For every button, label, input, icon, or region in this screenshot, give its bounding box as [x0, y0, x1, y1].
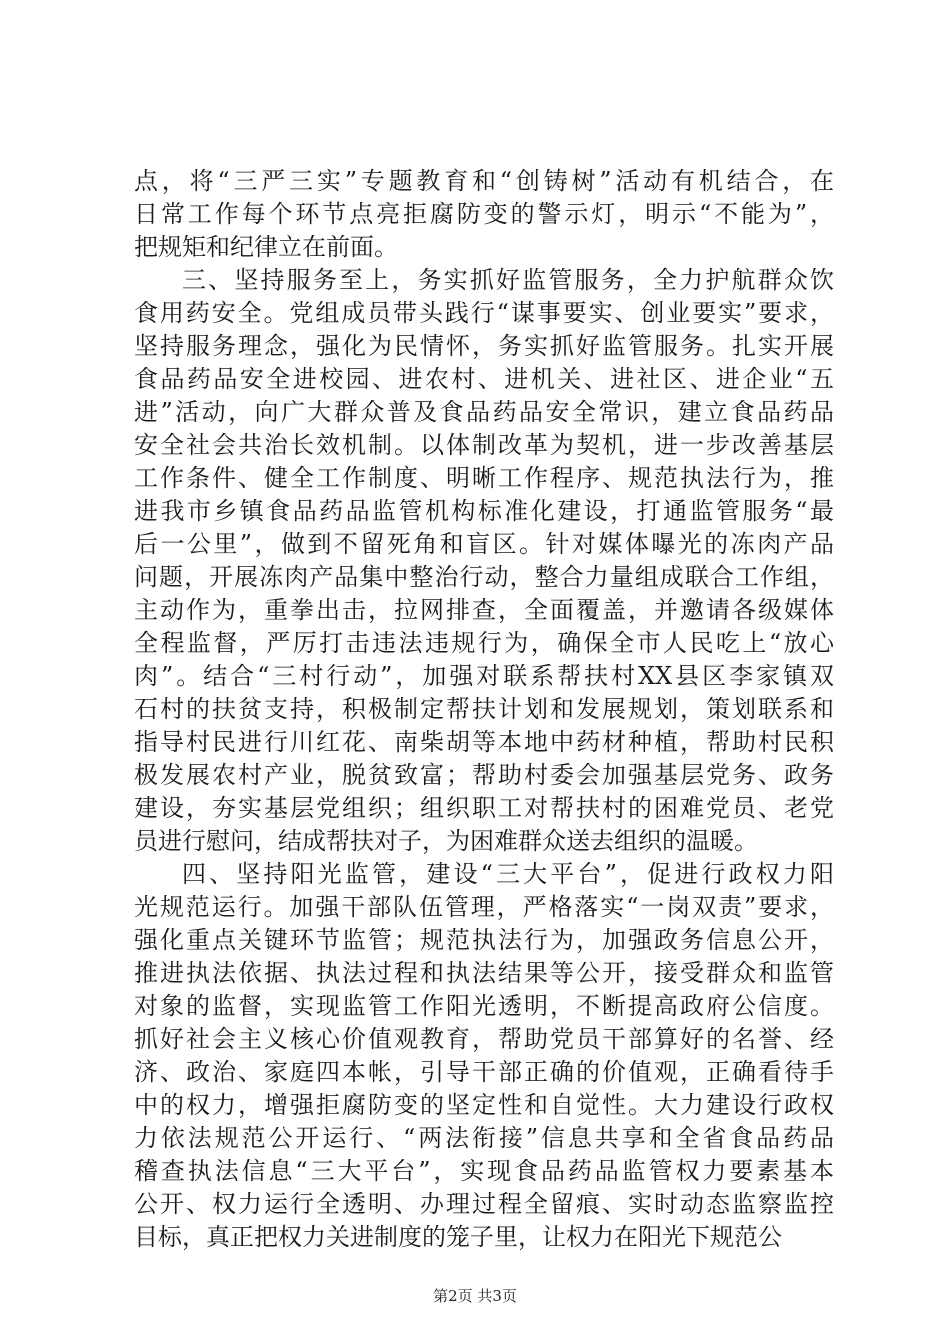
- text-line: 光规范运行。加强干部队伍管理，严格落实“一岗双责”要求，: [134, 893, 834, 921]
- text-line: 安全社会共治长效机制。以体制改革为契机，进一步改善基层: [134, 431, 834, 459]
- text-line: 公开、权力运行全透明、办理过程全留痕、实时动态监察监控: [134, 1190, 834, 1218]
- text-line: 工作条件、健全工作制度、明晰工作程序、规范执法行为，推: [134, 464, 834, 492]
- text-line: 石村的扶贫支持，积极制定帮扶计划和发展规划，策划联系和: [134, 695, 834, 723]
- page-number: 第2页 共3页: [433, 1287, 517, 1305]
- text-line: 问题，开展冻肉产品集中整治行动，整合力量组成联合工作组，: [134, 563, 834, 591]
- text-line: 济、政治、家庭四本帐，引导干部正确的价值观，正确看待手: [134, 1058, 834, 1086]
- paragraph: [134, 264, 834, 858]
- text-line: 点，将“三严三实”专题教育和“创铸树”活动有机结合，在: [134, 167, 834, 195]
- text-line: 主动作为，重拳出击，拉网排查，全面覆盖，并邀请各级媒体: [134, 596, 834, 624]
- text-line: 全程监督，严厉打击违法违规行为，确保全市人民吃上“放心: [134, 629, 834, 657]
- text-line: 食用药安全。党组成员带头践行“谋事要实、创业要实”要求，: [134, 299, 834, 327]
- text-line: 后一公里”，做到不留死角和盲区。针对媒体曝光的冻肉产品: [134, 530, 834, 558]
- text-line: 把规矩和纪律立在前面。: [134, 233, 398, 261]
- text-line: 建设，夯实基层党组织；组织职工对帮扶村的困难党员、老党: [134, 794, 834, 822]
- text-line: 稽查执法信息“三大平台”，实现食品药品监管权力要素基本: [134, 1157, 834, 1185]
- text-line: 三、坚持服务至上，务实抓好监管服务，全力护航群众饮: [182, 266, 834, 294]
- page-footer: [0, 1286, 950, 1306]
- text-line: 强化重点关键环节监管；规范执法行为，加强政务信息公开，: [134, 926, 834, 954]
- text-line: 食品药品安全进校园、进农村、进机关、进社区、进企业“五: [134, 365, 834, 393]
- text-line: 员进行慰问，结成帮扶对子，为困难群众送去组织的温暖。: [134, 827, 758, 855]
- text-line: 进”活动，向广大群众普及食品药品安全常识，建立食品药品: [134, 398, 834, 426]
- paragraph: [134, 858, 834, 1254]
- document-body: [134, 165, 834, 1254]
- text-line: 目标，真正把权力关进制度的笼子里，让权力在阳光下规范公: [134, 1223, 782, 1251]
- text-line: 坚持服务理念，强化为民情怀，务实抓好监管服务。扎实开展: [134, 332, 834, 360]
- text-line: 日常工作每个环节点亮拒腐防变的警示灯，明示“不能为”，: [134, 200, 834, 228]
- text-line: 对象的监督，实现监管工作阳光透明，不断提高政府公信度。: [134, 992, 834, 1020]
- text-line: 力依法规范公开运行、“两法衔接”信息共享和全省食品药品: [134, 1124, 834, 1152]
- text-line: 抓好社会主义核心价值观教育，帮助党员干部算好的名誉、经: [134, 1025, 834, 1053]
- text-line: 肉”。结合“三村行动”，加强对联系帮扶村XX县区李家镇双: [134, 662, 834, 690]
- text-line: 推进执法依据、执法过程和执法结果等公开，接受群众和监管: [134, 959, 834, 987]
- text-line: 进我市乡镇食品药品监管机构标准化建设，打通监管服务“最: [134, 497, 834, 525]
- text-line: 四、坚持阳光监管，建设“三大平台”，促进行政权力阳: [182, 860, 834, 888]
- text-line: 极发展农村产业，脱贫致富；帮助村委会加强基层党务、政务: [134, 761, 834, 789]
- text-line: 指导村民进行川红花、南柴胡等本地中药材种植，帮助村民积: [134, 728, 834, 756]
- paragraph: [134, 165, 834, 264]
- text-line: 中的权力，增强拒腐防变的坚定性和自觉性。大力建设行政权: [134, 1091, 834, 1119]
